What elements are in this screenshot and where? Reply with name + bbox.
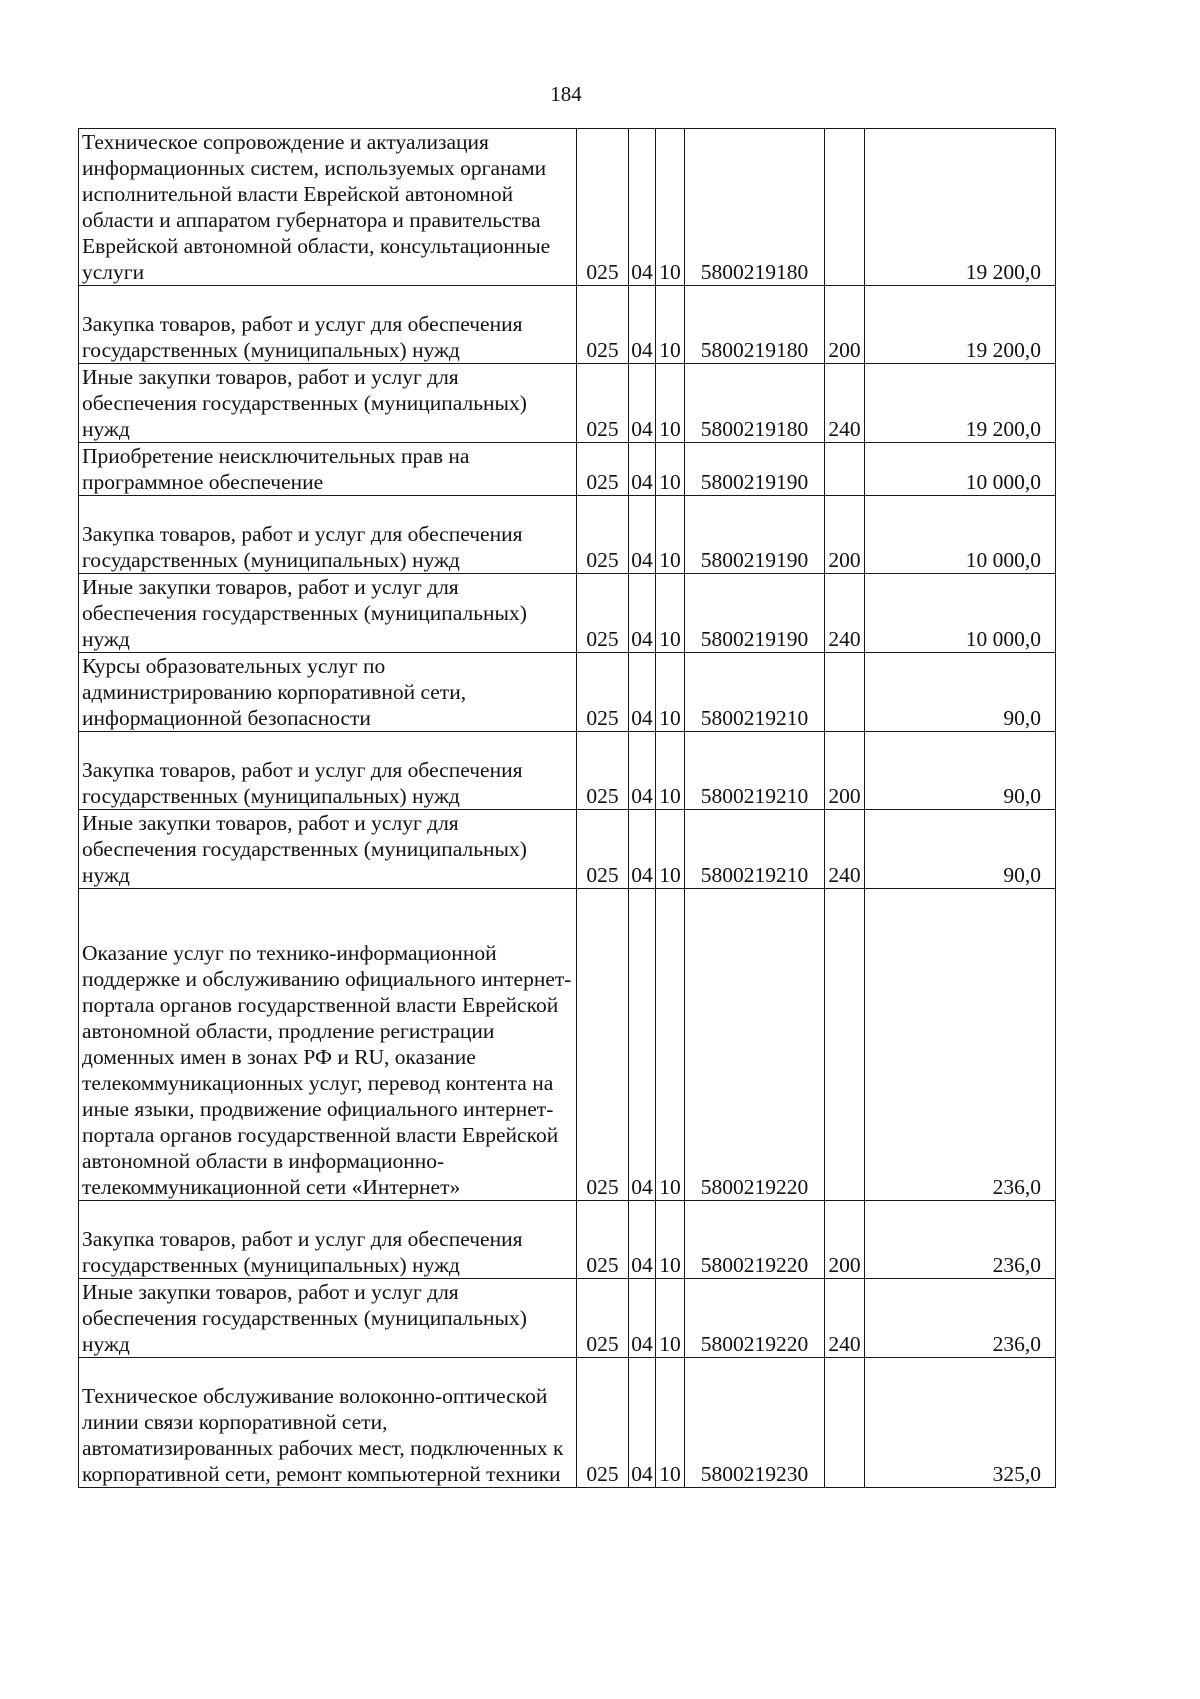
subsection-code: 10: [656, 286, 685, 364]
ministry-code: 025: [577, 443, 629, 496]
expense-type-code: 200: [825, 286, 865, 364]
target-article-code: 5800219190: [685, 574, 825, 653]
section-code: 04: [629, 889, 656, 1201]
subsection-code: 10: [656, 653, 685, 732]
row-name: Техническое сопровождение и актуализация информационных систем, используемых органами исполнительной власти Еврейской автономной области и аппаратом губернатора и правительства Еврейской автономной области, консультационные услуги: [79, 129, 577, 286]
section-code: 04: [629, 129, 656, 286]
row-name: Иные закупки товаров, работ и услуг для обеспечения государственных (муниципальных) нужд: [79, 1279, 577, 1358]
section-code: 04: [629, 574, 656, 653]
expense-type-code: [825, 129, 865, 286]
amount: 19 200,0: [865, 364, 1056, 443]
amount: 90,0: [865, 810, 1056, 889]
ministry-code: 025: [577, 129, 629, 286]
target-article-code: 5800219220: [685, 1201, 825, 1279]
amount: 236,0: [865, 889, 1056, 1201]
table-row: [79, 364, 1056, 443]
amount: 19 200,0: [865, 129, 1056, 286]
table-row: [79, 653, 1056, 732]
ministry-code: 025: [577, 889, 629, 1201]
row-name: Закупка товаров, работ и услуг для обеспечения государственных (муниципальных) нужд: [79, 1201, 577, 1279]
row-name: Курсы образовательных услуг по администрированию корпоративной сети, информационной безопасности: [79, 653, 577, 732]
section-code: 04: [629, 1279, 656, 1358]
table-row: [79, 286, 1056, 364]
expense-type-code: 240: [825, 810, 865, 889]
ministry-code: 025: [577, 1279, 629, 1358]
section-code: 04: [629, 1201, 656, 1279]
table-row: [79, 1201, 1056, 1279]
row-name: Приобретение неисключительных прав на программное обеспечение: [79, 443, 577, 496]
expense-type-code: 240: [825, 364, 865, 443]
amount: 325,0: [865, 1358, 1056, 1488]
ministry-code: 025: [577, 732, 629, 810]
subsection-code: 10: [656, 443, 685, 496]
table-row: [79, 1279, 1056, 1358]
ministry-code: 025: [577, 1201, 629, 1279]
expense-type-code: 200: [825, 732, 865, 810]
subsection-code: 10: [656, 574, 685, 653]
section-code: 04: [629, 1358, 656, 1488]
row-name: Закупка товаров, работ и услуг для обеспечения государственных (муниципальных) нужд: [79, 732, 577, 810]
amount: 19 200,0: [865, 286, 1056, 364]
table-row: [79, 443, 1056, 496]
target-article-code: 5800219190: [685, 443, 825, 496]
ministry-code: 025: [577, 574, 629, 653]
section-code: 04: [629, 496, 656, 574]
table-row: [79, 732, 1056, 810]
subsection-code: 10: [656, 1279, 685, 1358]
ministry-code: 025: [577, 364, 629, 443]
subsection-code: 10: [656, 496, 685, 574]
subsection-code: 10: [656, 129, 685, 286]
section-code: 04: [629, 732, 656, 810]
ministry-code: 025: [577, 653, 629, 732]
target-article-code: 5800219230: [685, 1358, 825, 1488]
table-row: [79, 889, 1056, 1201]
subsection-code: 10: [656, 732, 685, 810]
section-code: 04: [629, 286, 656, 364]
budget-table: [78, 128, 1056, 1488]
row-name: Иные закупки товаров, работ и услуг для обеспечения государственных (муниципальных) нужд: [79, 364, 577, 443]
page-number: 184: [550, 82, 582, 106]
row-name: Иные закупки товаров, работ и услуг для обеспечения государственных (муниципальных) нужд: [79, 810, 577, 889]
target-article-code: 5800219210: [685, 732, 825, 810]
amount: 10 000,0: [865, 496, 1056, 574]
section-code: 04: [629, 810, 656, 889]
target-article-code: 5800219190: [685, 496, 825, 574]
target-article-code: 5800219220: [685, 1279, 825, 1358]
table-row: [79, 129, 1056, 286]
amount: 90,0: [865, 732, 1056, 810]
expense-type-code: 240: [825, 1279, 865, 1358]
expense-type-code: 200: [825, 1201, 865, 1279]
expense-type-code: 200: [825, 496, 865, 574]
target-article-code: 5800219220: [685, 889, 825, 1201]
table-body: [79, 129, 1056, 1488]
table-row: [79, 810, 1056, 889]
expense-type-code: [825, 889, 865, 1201]
amount: 10 000,0: [865, 443, 1056, 496]
subsection-code: 10: [656, 810, 685, 889]
section-code: 04: [629, 653, 656, 732]
row-name: Иные закупки товаров, работ и услуг для обеспечения государственных (муниципальных) нужд: [79, 574, 577, 653]
target-article-code: 5800219180: [685, 286, 825, 364]
amount: 10 000,0: [865, 574, 1056, 653]
row-name: Закупка товаров, работ и услуг для обеспечения государственных (муниципальных) нужд: [79, 496, 577, 574]
expense-type-code: 240: [825, 574, 865, 653]
target-article-code: 5800219180: [685, 129, 825, 286]
amount: 236,0: [865, 1279, 1056, 1358]
target-article-code: 5800219180: [685, 364, 825, 443]
ministry-code: 025: [577, 1358, 629, 1488]
table-row: [79, 574, 1056, 653]
section-code: 04: [629, 443, 656, 496]
subsection-code: 10: [656, 889, 685, 1201]
target-article-code: 5800219210: [685, 810, 825, 889]
table-row: [79, 496, 1056, 574]
row-name: Техническое обслуживание волоконно-оптической линии связи корпоративной сети, автоматизированных рабочих мест, подключенных к корпоративной сети, ремонт компьютерной техники: [79, 1358, 577, 1488]
section-code: 04: [629, 364, 656, 443]
target-article-code: 5800219210: [685, 653, 825, 732]
amount: 90,0: [865, 653, 1056, 732]
table-row: [79, 1358, 1056, 1488]
subsection-code: 10: [656, 1358, 685, 1488]
expense-type-code: [825, 1358, 865, 1488]
row-name: Оказание услуг по технико-информационной поддержке и обслуживанию официального интернет-портала органов государственной власти Еврейской автономной области, продление регистрации доменных имен в зонах РФ и RU, оказание телекоммуникационных услуг, перевод контента на иные языки, продвижение официального интернет-портала органов государственной власти Еврейской автономной области в информационно-телекоммуникационной сети «Интернет»: [79, 889, 577, 1201]
expense-type-code: [825, 443, 865, 496]
subsection-code: 10: [656, 1201, 685, 1279]
expense-type-code: [825, 653, 865, 732]
amount: 236,0: [865, 1201, 1056, 1279]
subsection-code: 10: [656, 364, 685, 443]
ministry-code: 025: [577, 810, 629, 889]
ministry-code: 025: [577, 496, 629, 574]
row-name: Закупка товаров, работ и услуг для обеспечения государственных (муниципальных) нужд: [79, 286, 577, 364]
ministry-code: 025: [577, 286, 629, 364]
